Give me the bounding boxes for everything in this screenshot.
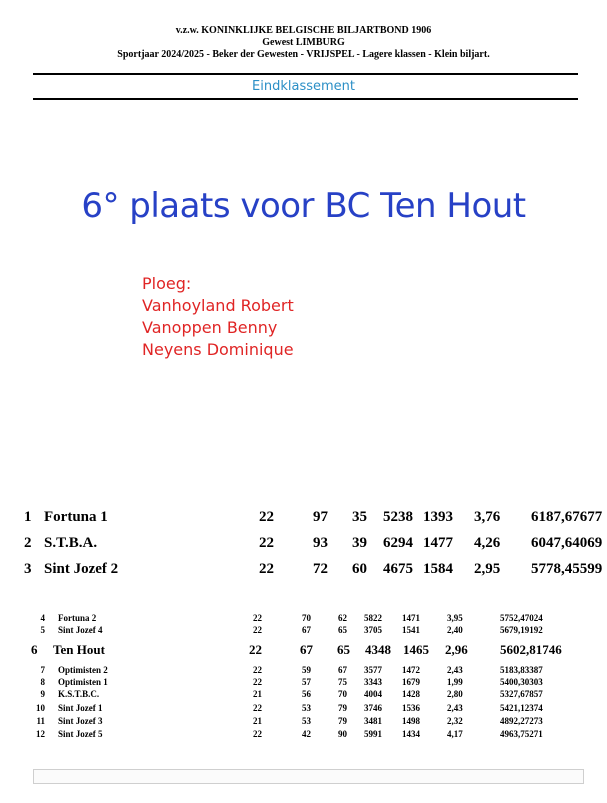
matches-played: 21 bbox=[253, 689, 262, 699]
innings: 1428 bbox=[402, 689, 420, 699]
table-row bbox=[0, 509, 607, 531]
score: 5183,83387 bbox=[500, 665, 543, 675]
club-name: Fortuna 1 bbox=[44, 509, 108, 525]
points-against: 60 bbox=[352, 561, 367, 577]
table-row bbox=[0, 689, 607, 701]
team-member: Vanhoyland Robert bbox=[142, 296, 294, 315]
matches-played: 22 bbox=[253, 729, 262, 739]
average: 4,26 bbox=[474, 535, 501, 551]
table-row bbox=[0, 677, 607, 689]
table-row bbox=[0, 535, 607, 557]
caramboles: 3746 bbox=[364, 703, 382, 713]
score: 5421,12374 bbox=[500, 703, 543, 713]
caramboles: 6294 bbox=[383, 535, 413, 551]
rank: 11 bbox=[36, 716, 45, 726]
innings: 1679 bbox=[402, 677, 420, 687]
header-season: Sportjaar 2024/2025 - Beker der Gewesten - VRIJSPEL - Lagere klassen - Klein biljart. bbox=[117, 49, 490, 60]
points-for: 57 bbox=[302, 677, 311, 687]
matches-played: 22 bbox=[259, 509, 274, 525]
rank: 7 bbox=[40, 665, 45, 675]
average: 2,43 bbox=[447, 665, 463, 675]
club-name: Optimisten 2 bbox=[58, 665, 108, 675]
caramboles: 3577 bbox=[364, 665, 382, 675]
rank: 9 bbox=[40, 689, 45, 699]
caramboles: 5991 bbox=[364, 729, 382, 739]
average: 4,17 bbox=[447, 729, 463, 739]
points-against: 35 bbox=[352, 509, 367, 525]
points-against: 65 bbox=[337, 642, 350, 657]
caramboles: 5238 bbox=[383, 509, 413, 525]
average: 2,96 bbox=[445, 642, 468, 657]
club-name: Sint Jozef 1 bbox=[58, 703, 103, 713]
innings: 1472 bbox=[402, 665, 420, 675]
score: 5679,19192 bbox=[500, 625, 543, 635]
rank: 5 bbox=[40, 625, 45, 635]
team-block bbox=[142, 273, 294, 361]
average: 3,95 bbox=[447, 613, 463, 623]
points-for: 67 bbox=[302, 625, 311, 635]
average: 2,95 bbox=[474, 561, 501, 577]
club-name: Sint Jozef 5 bbox=[58, 729, 103, 739]
points-for: 59 bbox=[302, 665, 311, 675]
table-row bbox=[0, 703, 607, 715]
average: 2,40 bbox=[447, 625, 463, 635]
average: 1,99 bbox=[447, 677, 463, 687]
table-row bbox=[0, 665, 607, 677]
points-against: 39 bbox=[352, 535, 367, 551]
score: 6187,67677 bbox=[531, 509, 603, 525]
table-row-highlight bbox=[0, 642, 607, 660]
table-row bbox=[0, 561, 607, 583]
rank: 8 bbox=[40, 677, 45, 687]
points-for: 70 bbox=[302, 613, 311, 623]
score: 4963,75271 bbox=[500, 729, 543, 739]
innings: 1471 bbox=[402, 613, 420, 623]
points-for: 67 bbox=[300, 642, 313, 657]
rank: 1 bbox=[24, 509, 32, 525]
points-against: 62 bbox=[338, 613, 347, 623]
caramboles: 4348 bbox=[365, 642, 391, 657]
matches-played: 22 bbox=[253, 677, 262, 687]
score: 5602,81746 bbox=[500, 642, 562, 657]
innings: 1541 bbox=[402, 625, 420, 635]
caramboles: 3705 bbox=[364, 625, 382, 635]
club-name: K.S.T.B.C. bbox=[58, 689, 100, 699]
innings: 1536 bbox=[402, 703, 420, 713]
caramboles: 3481 bbox=[364, 716, 382, 726]
rank: 4 bbox=[40, 613, 45, 623]
score: 6047,64069 bbox=[531, 535, 603, 551]
matches-played: 22 bbox=[249, 642, 262, 657]
matches-played: 22 bbox=[253, 625, 262, 635]
club-name: Sint Jozef 2 bbox=[44, 561, 119, 577]
divider-bottom bbox=[33, 98, 578, 100]
points-for: 72 bbox=[313, 561, 328, 577]
score: 4892,27273 bbox=[500, 716, 543, 726]
table-row bbox=[0, 716, 607, 728]
innings: 1393 bbox=[423, 509, 453, 525]
points-against: 75 bbox=[338, 677, 347, 687]
page-title: 6° plaats voor BC Ten Hout bbox=[81, 186, 526, 226]
caramboles: 4004 bbox=[364, 689, 382, 699]
matches-played: 22 bbox=[253, 703, 262, 713]
table-row bbox=[0, 613, 607, 625]
points-against: 65 bbox=[338, 625, 347, 635]
average: 3,76 bbox=[474, 509, 501, 525]
rank: 3 bbox=[24, 561, 32, 577]
footer-bar bbox=[33, 769, 584, 784]
team-label: Ploeg: bbox=[142, 274, 192, 293]
team-member: Neyens Dominique bbox=[142, 340, 294, 359]
innings: 1434 bbox=[402, 729, 420, 739]
matches-played: 22 bbox=[253, 613, 262, 623]
rank: 6 bbox=[31, 642, 38, 657]
points-against: 70 bbox=[338, 689, 347, 699]
innings: 1584 bbox=[423, 561, 453, 577]
rank: 2 bbox=[24, 535, 32, 551]
innings: 1498 bbox=[402, 716, 420, 726]
points-for: 53 bbox=[302, 703, 311, 713]
subtitle-eindklassement: Eindklassement bbox=[252, 79, 355, 94]
score: 5400,30303 bbox=[500, 677, 543, 687]
rank: 10 bbox=[36, 703, 45, 713]
score: 5752,47024 bbox=[500, 613, 543, 623]
caramboles: 5822 bbox=[364, 613, 382, 623]
club-name: Ten Hout bbox=[53, 642, 105, 657]
score: 5327,67857 bbox=[500, 689, 543, 699]
divider-top bbox=[33, 73, 578, 75]
points-against: 90 bbox=[338, 729, 347, 739]
average: 2,32 bbox=[447, 716, 463, 726]
club-name: Sint Jozef 4 bbox=[58, 625, 103, 635]
table-row bbox=[0, 625, 607, 637]
matches-played: 22 bbox=[259, 535, 274, 551]
innings: 1465 bbox=[403, 642, 429, 657]
club-name: S.T.B.A. bbox=[44, 535, 98, 551]
innings: 1477 bbox=[423, 535, 453, 551]
average: 2,80 bbox=[447, 689, 463, 699]
points-for: 53 bbox=[302, 716, 311, 726]
table-row bbox=[0, 729, 607, 741]
score: 5778,45599 bbox=[531, 561, 603, 577]
caramboles: 4675 bbox=[383, 561, 413, 577]
matches-played: 21 bbox=[253, 716, 262, 726]
points-against: 79 bbox=[338, 716, 347, 726]
matches-played: 22 bbox=[253, 665, 262, 675]
points-for: 93 bbox=[313, 535, 328, 551]
header-federation: v.z.w. KONINKLIJKE BELGISCHE BILJARTBOND 1906 bbox=[175, 25, 432, 36]
points-for: 42 bbox=[302, 729, 311, 739]
club-name: Sint Jozef 3 bbox=[58, 716, 103, 726]
team-member: Vanoppen Benny bbox=[142, 318, 278, 337]
header-region: Gewest LIMBURG bbox=[262, 37, 345, 48]
caramboles: 3343 bbox=[364, 677, 382, 687]
average: 2,43 bbox=[447, 703, 463, 713]
matches-played: 22 bbox=[259, 561, 274, 577]
points-against: 79 bbox=[338, 703, 347, 713]
rank: 12 bbox=[36, 729, 45, 739]
points-against: 67 bbox=[338, 665, 347, 675]
points-for: 97 bbox=[313, 509, 328, 525]
club-name: Fortuna 2 bbox=[58, 613, 97, 623]
points-for: 56 bbox=[302, 689, 311, 699]
club-name: Optimisten 1 bbox=[58, 677, 108, 687]
